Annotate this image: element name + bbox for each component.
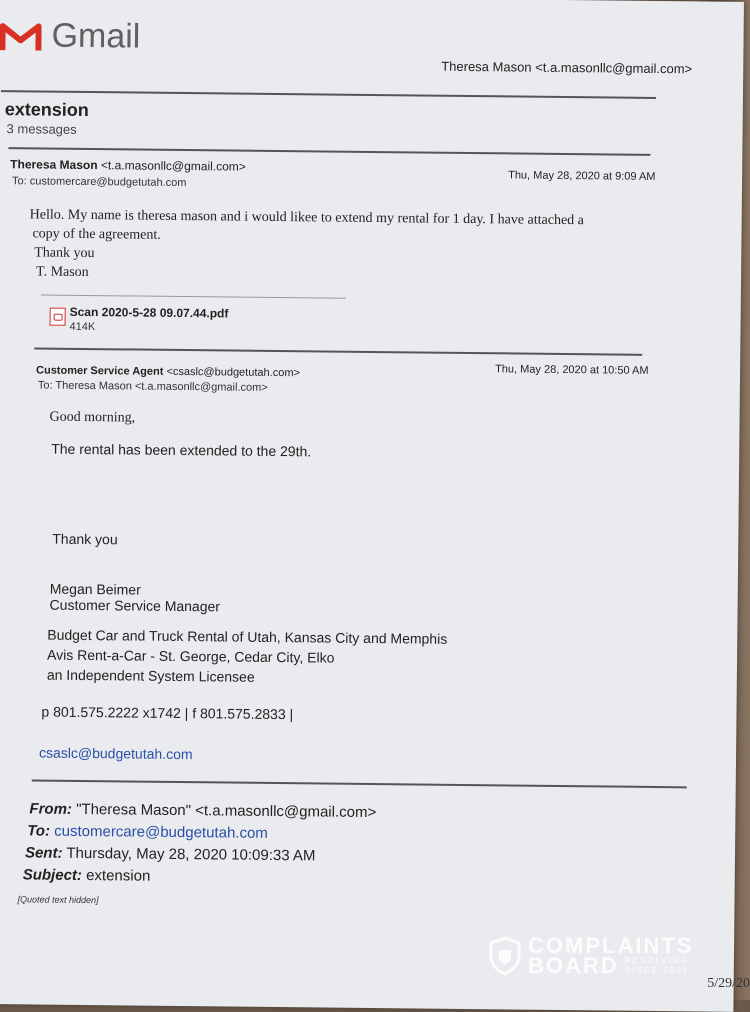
thread-divider (8, 147, 650, 156)
watermark-tag1: RESOLVING (624, 956, 689, 965)
message2-greeting: Good morning, (49, 409, 136, 426)
handwritten-date: 5/29/20 (707, 976, 750, 991)
message2-sender-name: Customer Service Agent (35, 364, 164, 378)
watermark-line1: COMPLAINTS (528, 933, 694, 958)
pdf-file-icon (50, 308, 66, 326)
forward-to (27, 822, 268, 842)
gmail-logo (0, 16, 141, 56)
watermark-tag2: SINCE 2004 (624, 966, 690, 975)
header-divider (1, 90, 656, 99)
company-line: an Independent System Licensee (46, 666, 255, 685)
attachment-divider (41, 295, 346, 299)
message2-sender (36, 364, 300, 379)
signature-company (47, 625, 448, 689)
message1-body-line: T. Mason (36, 264, 89, 281)
forward-to-value[interactable]: customercare@budgetutah.com (54, 822, 268, 842)
thread-subject: extension (4, 99, 89, 121)
forward-from-label: From: (29, 800, 73, 818)
forward-subject-value: extension (86, 867, 151, 885)
message1-sender-email: <t.a.masonllc@gmail.com> (100, 158, 246, 174)
forward-to-label: To: (27, 822, 51, 840)
message1-recipient: To: customercare@budgetutah.com (11, 175, 187, 190)
message2-date: Thu, May 28, 2020 at 10:50 AM (495, 363, 649, 377)
message2-thanks: Thank you (52, 530, 118, 548)
forward-sent-label: Sent: (24, 844, 63, 862)
signature-name: Megan Beimer (49, 580, 141, 598)
message1-sender-name: Theresa Mason (10, 157, 98, 173)
gmail-m-icon (0, 20, 42, 52)
signature-email-link[interactable]: csaslc@budgetutah.com (38, 744, 193, 763)
signature-title: Customer Service Manager (49, 596, 221, 615)
forward-sent (25, 844, 316, 864)
forward-from (29, 800, 376, 821)
message1-body (29, 205, 584, 287)
message1-body-line: copy of the agreement. (32, 226, 161, 243)
message2-recipient: To: Theresa Mason <t.a.masonllc@gmail.com> (37, 379, 268, 394)
forward-sent-value: Thursday, May 28, 2020 10:09:33 AM (66, 844, 316, 865)
forward-from-value: "Theresa Mason" <t.a.masonllc@gmail.com> (76, 800, 377, 822)
message-divider (34, 347, 642, 355)
message1-date: Thu, May 28, 2020 at 9:09 AM (508, 169, 656, 183)
message1-sender (10, 157, 246, 173)
watermark-line2: BOARD (528, 953, 619, 978)
signature-phones: p 801.575.2222 x1742 | f 801.575.2833 | (41, 703, 294, 723)
message2-sender-email: <csaslc@budgetutah.com> (166, 365, 300, 380)
message1-body-line: Thank you (34, 245, 95, 262)
message2-line: The rental has been extended to the 29th. (51, 440, 312, 460)
company-line: Avis Rent-a-Car - St. George, Cedar City, Elko (47, 646, 335, 666)
attachment-name[interactable]: Scan 2020-5-28 09.07.44.pdf (69, 304, 229, 321)
message1-body-line: Hello. My name is theresa mason and i would likee to extend my rental for 1 day. I have attached a (29, 207, 584, 229)
message-count: 3 messages (6, 121, 77, 137)
forward-divider (32, 779, 687, 788)
quoted-text-hidden[interactable]: [Quoted text hidden] (17, 894, 99, 906)
attachment-size: 414K (69, 320, 96, 334)
account-user: Theresa Mason <t.a.masonllc@gmail.com> (441, 58, 693, 77)
forward-subject-label: Subject: (22, 866, 83, 884)
forward-subject (23, 866, 151, 884)
company-line: Budget Car and Truck Rental of Utah, Kansas City and Memphis (47, 626, 448, 647)
watermark (488, 933, 694, 978)
shield-icon (488, 936, 522, 976)
gmail-wordmark: Gmail (51, 16, 141, 56)
